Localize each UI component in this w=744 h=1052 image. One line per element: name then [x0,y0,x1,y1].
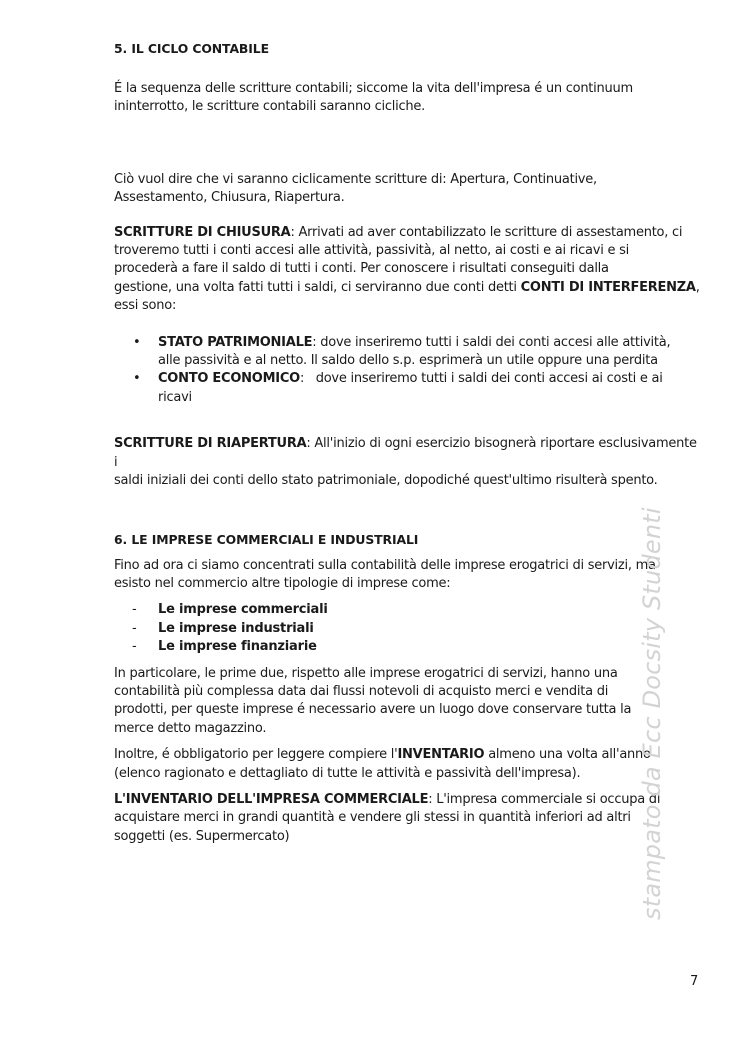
chiusura-line-3: procederà a fare il saldo di tutti i conti. Per conoscere i risultati conseguiti dalla [114,261,609,277]
section-5-heading: 5. IL CICLO CONTABILE [114,41,269,56]
bullet-icon: • [133,371,141,387]
watermark: stampato da Ecc Docsity Studenti [638,507,666,920]
cio-line-1: Ciò vuol dire che vi saranno ciclicamente scritture di: Apertura, Continuative, [114,171,597,187]
inv-line-3: soggetti (es. Supermercato) [114,828,290,844]
bullet-list [114,334,700,408]
part-line-1: In particolare, le prime due, rispetto alle imprese erogatrici di servizi, hanno una [114,665,618,681]
part-line-2: contabilità più complessa data dai flussi notevoli di acquisto merci e vendita di [114,683,609,699]
dash-list [114,601,700,656]
section-5-intro [114,80,700,117]
bullet-icon: • [133,334,141,350]
chiusura-line-4: gestione, una volta fatti tutti i saldi, ci serviranno due conti detti [114,279,521,295]
riapertura-paragraph [114,435,700,490]
inoltre-line-2: (elenco ragionato e dettagliato di tutte le attività e passività dell'impresa). [114,765,581,781]
dash-icon: - [132,602,137,618]
intro-line-2: ininterrotto, le scritture contabili saranno cicliche. [114,99,425,115]
list-item-text: Le imprese finanziarie [158,639,317,655]
inventario-paragraph [114,791,700,846]
section-6-heading: 6. LE IMPRESE COMMERCIALI E INDUSTRIALI [114,531,419,547]
conti-interferenza: CONTI DI INTERFERENZA [520,279,696,295]
bullet-text: : dove inseriremo tutti i saldi dei conti accesi alle attività, [312,334,671,350]
list-item [114,370,700,407]
bullet-text-cont: ricavi [158,389,192,405]
list-item-text: Le imprese industriali [158,620,314,636]
bullet-label: STATO PATRIMONIALE [158,334,313,350]
list-item [114,620,700,638]
cio-paragraph [114,171,700,208]
part-line-4: merce detto magazzino. [114,720,267,736]
riapertura-label: SCRITTURE DI RIAPERTURA [114,436,307,452]
fino-line-2: esisto nel commercio altre tipologie di imprese come: [114,575,451,591]
list-item [114,601,700,619]
fino-paragraph [114,557,700,594]
list-item [114,638,700,656]
page-number: 7 [690,974,699,989]
list-item [114,334,700,371]
inv-line-2: acquistare merci in grandi quantità e vendere gli stessi in quantità inferiori ad altri [114,810,631,826]
chiusura-paragraph [114,224,700,316]
bullet-text-cont: alle passività e al netto. Il saldo dello s.p. esprimerà un utile oppure una perdita [158,353,658,369]
inoltre-line-1: Inoltre, é obbligatorio per leggere compiere l' [114,747,398,763]
chiusura-label: SCRITTURE DI CHIUSURA [114,224,291,240]
list-item-text: Le imprese commerciali [158,602,328,618]
intro-line-1: É la sequenza delle scritture contabili; siccome la vita dell'impresa é un continuum [114,81,633,96]
part-line-3: prodotti, per queste imprese é necessario avere un luogo dove conservare tutta la [114,702,632,718]
chiusura-line-5: essi sono: [114,298,177,314]
riapertura-line-1: : All'inizio di ogni esercizio bisognerà riportare esclusivamente i [114,436,697,470]
document-page [114,40,700,846]
inventario-commerciale-label: L'INVENTARIO DELL'IMPRESA COMMERCIALE [114,791,429,807]
bullet-label: CONTO ECONOMICO [158,371,300,387]
dash-icon: - [132,620,137,636]
bullet-text: : dove inseriremo tutti i saldi dei conti accesi ai costi e ai [299,371,663,387]
chiusura-line-1: : Arrivati ad aver contabilizzato le scritture di assestamento, ci [290,224,683,240]
chiusura-comma: , [695,279,700,295]
fino-line-1: Fino ad ora ci siamo concentrati sulla contabilità delle imprese erogatrici di servizi, ma [114,557,656,573]
inv-line-1: : L'impresa commerciale si occupa di [428,791,661,807]
inoltre-paragraph [114,746,700,783]
dash-icon: - [132,639,137,655]
inoltre-line-1-end: almeno una volta all'anno [484,747,651,763]
chiusura-line-2: troveremo tutti i conti accesi alle attività, passività, al netto, ai costi e ai ricavi e si [114,243,629,259]
inventario-label: INVENTARIO [397,747,485,763]
cio-line-2: Assestamento, Chiusura, Riapertura. [114,190,345,206]
particolare-paragraph [114,665,700,739]
riapertura-line-2: saldi iniziali dei conti dello stato patrimoniale, dopodiché quest'ultimo risulterà spento. [114,473,658,489]
